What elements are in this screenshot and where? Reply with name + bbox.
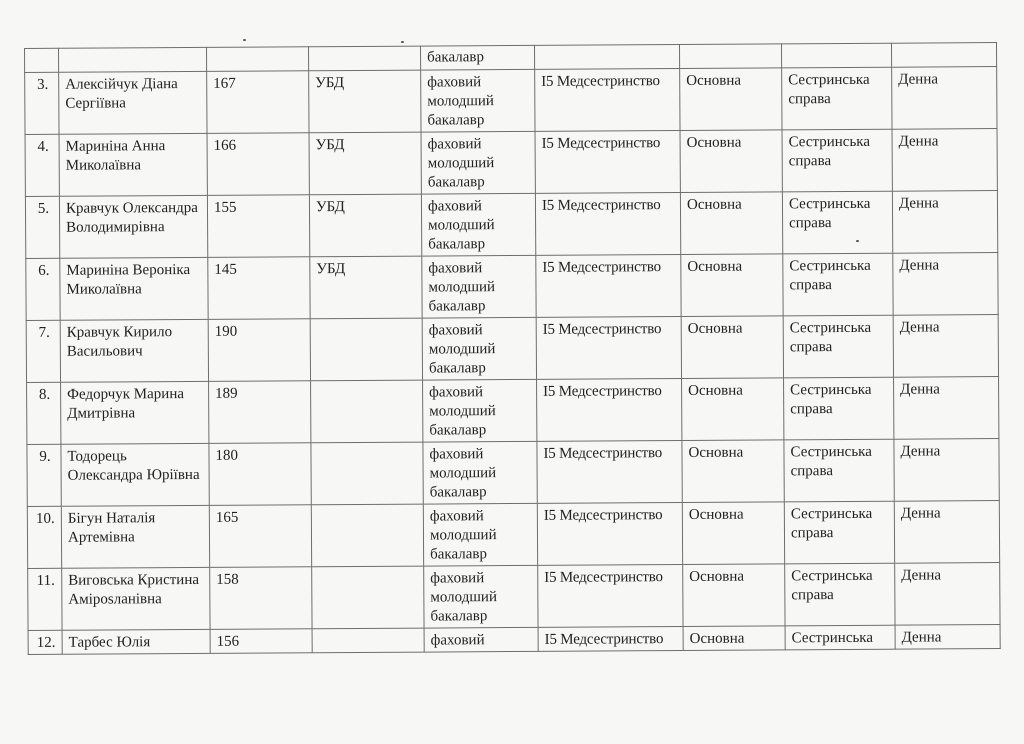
cell-number: 3. xyxy=(25,72,59,134)
cell-form: Основна xyxy=(681,316,783,379)
cell-form: Основна xyxy=(683,564,785,627)
cell-level: фаховий xyxy=(424,627,538,652)
cell-specialty: І5 Медсестринство xyxy=(535,68,680,131)
table-row xyxy=(25,129,997,197)
cell-score: 190 xyxy=(208,319,310,382)
table-row xyxy=(27,377,999,445)
cell-category xyxy=(311,442,423,505)
cell-number: 4. xyxy=(25,134,59,196)
cell-category xyxy=(312,628,424,653)
cell-program xyxy=(781,43,891,68)
cell-level: фаховий молодший бакалавр xyxy=(423,503,537,566)
cell-program: Сестринська справа xyxy=(782,67,892,130)
cell-number: 8. xyxy=(27,382,61,444)
cell-category xyxy=(310,318,422,381)
cell-category: УБД xyxy=(309,132,421,195)
cell-form: Основна xyxy=(682,378,784,441)
cell-study: Денна xyxy=(895,563,1000,626)
cell-number: 7. xyxy=(26,320,60,382)
cell-name: Кравчук Олександра Володимирівна xyxy=(59,195,207,258)
cell-program: Сестринська справа xyxy=(782,191,892,254)
cell-program: Сестринська справа xyxy=(783,253,893,316)
cell-category: УБД xyxy=(309,70,421,133)
cell-number: 6. xyxy=(26,258,60,320)
cell-category: УБД xyxy=(309,194,421,257)
cell-category xyxy=(311,380,423,443)
cell-program: Сестринська xyxy=(785,625,895,650)
cell-form: Основна xyxy=(680,130,782,193)
cell-level: фаховий молодший бакалавр xyxy=(422,255,536,318)
table-row xyxy=(25,191,997,259)
cell-study: Денна xyxy=(894,439,999,502)
cell-name: Мариніна Анна Миколаївна xyxy=(59,133,207,196)
cell-level: фаховий молодший бакалавр xyxy=(421,131,535,194)
cell-specialty: І5 Медсестринство xyxy=(538,626,683,651)
table-row xyxy=(28,625,1000,655)
cell-score: 180 xyxy=(209,443,311,506)
cell-name: Виговська Кристина Амірosланівна xyxy=(62,567,210,630)
table-row xyxy=(25,67,997,135)
cell-score: 189 xyxy=(209,381,311,444)
cell-name: Кравчук Кирило Васильович xyxy=(60,319,208,382)
cell-score: 158 xyxy=(210,567,312,630)
cell-category: УБД xyxy=(310,256,422,319)
cell-level: бакалавр xyxy=(420,45,534,70)
table-row xyxy=(27,501,999,569)
cell-program: Сестринська справа xyxy=(785,563,895,626)
cell-level: фаховий молодший бакалавр xyxy=(424,565,538,628)
cell-score: 156 xyxy=(210,629,312,654)
cell-level: фаховий молодший бакалавр xyxy=(421,69,535,132)
cell-score: 165 xyxy=(209,505,311,568)
cell-program: Сестринська справа xyxy=(784,377,894,440)
cell-level: фаховий молодший бакалавр xyxy=(422,317,536,380)
cell-program: Сестринська справа xyxy=(783,315,893,378)
cell-specialty: І5 Медсестринство xyxy=(536,316,681,379)
cell-number: 12. xyxy=(28,630,62,654)
cell-score: 167 xyxy=(207,71,309,134)
cell-score xyxy=(206,47,308,72)
cell-study: Денна xyxy=(893,315,998,378)
cell-study: Денна xyxy=(894,501,999,564)
cell-specialty: І5 Медсестринство xyxy=(537,378,682,441)
cell-study: Денна xyxy=(895,625,1000,650)
applicants-table xyxy=(24,42,1001,655)
cell-specialty xyxy=(534,44,679,69)
cell-form: Основна xyxy=(681,254,783,317)
cell-name xyxy=(59,47,207,72)
cell-program: Сестринська справа xyxy=(782,129,892,192)
cell-name: Федорчук Марина Дмитрівна xyxy=(61,381,209,444)
cell-name: Мариніна Вероніка Миколаївна xyxy=(60,257,208,320)
cell-number: 9. xyxy=(27,444,61,506)
cell-number xyxy=(25,48,59,72)
cell-level: фаховий молодший бакалавр xyxy=(423,379,537,442)
cell-specialty: І5 Медсестринство xyxy=(535,192,680,255)
cell-number: 10. xyxy=(27,506,61,568)
cell-score: 166 xyxy=(207,133,309,196)
cell-form: Основна xyxy=(680,192,782,255)
cell-program: Сестринська справа xyxy=(784,501,894,564)
cell-specialty: І5 Медсестринство xyxy=(537,440,682,503)
table-row xyxy=(28,563,1000,631)
cell-name: Тарбес Юлія xyxy=(62,629,210,654)
table-row xyxy=(26,315,998,383)
cell-number: 5. xyxy=(25,196,59,258)
cell-specialty: І5 Медсестринство xyxy=(537,502,682,565)
cell-study: Денна xyxy=(892,67,997,130)
cell-name: Тодорець Олександра Юріївна xyxy=(61,443,209,506)
cell-specialty: І5 Медсестринство xyxy=(536,254,681,317)
cell-form: Основна xyxy=(680,68,782,131)
table-row xyxy=(27,439,999,507)
cell-category xyxy=(311,504,423,567)
cell-study: Денна xyxy=(894,377,999,440)
cell-name: Бігун Наталія Артемівна xyxy=(61,505,209,568)
cell-study: Денна xyxy=(892,191,997,254)
cell-form xyxy=(679,44,781,69)
cell-level: фаховий молодший бакалавр xyxy=(421,193,535,256)
cell-study xyxy=(891,43,996,68)
cell-specialty: І5 Медсестринство xyxy=(535,130,680,193)
cell-number: 11. xyxy=(28,568,62,630)
table-body xyxy=(25,43,1001,655)
cell-form: Основна xyxy=(682,440,784,503)
cell-name: Алексійчук Діана Сергіївна xyxy=(59,71,207,134)
cell-form: Основна xyxy=(682,502,784,565)
cell-study: Денна xyxy=(892,129,997,192)
table-row xyxy=(26,253,998,321)
cell-program: Сестринська справа xyxy=(784,439,894,502)
cell-score: 145 xyxy=(208,257,310,320)
cell-score: 155 xyxy=(207,195,309,258)
cell-level: фаховий молодший бакалавр xyxy=(423,441,537,504)
cell-category xyxy=(308,46,420,71)
cell-category xyxy=(312,566,424,629)
cell-form: Основна xyxy=(683,626,785,651)
cell-study: Денна xyxy=(893,253,998,316)
cell-specialty: І5 Медсестринство xyxy=(538,564,683,627)
